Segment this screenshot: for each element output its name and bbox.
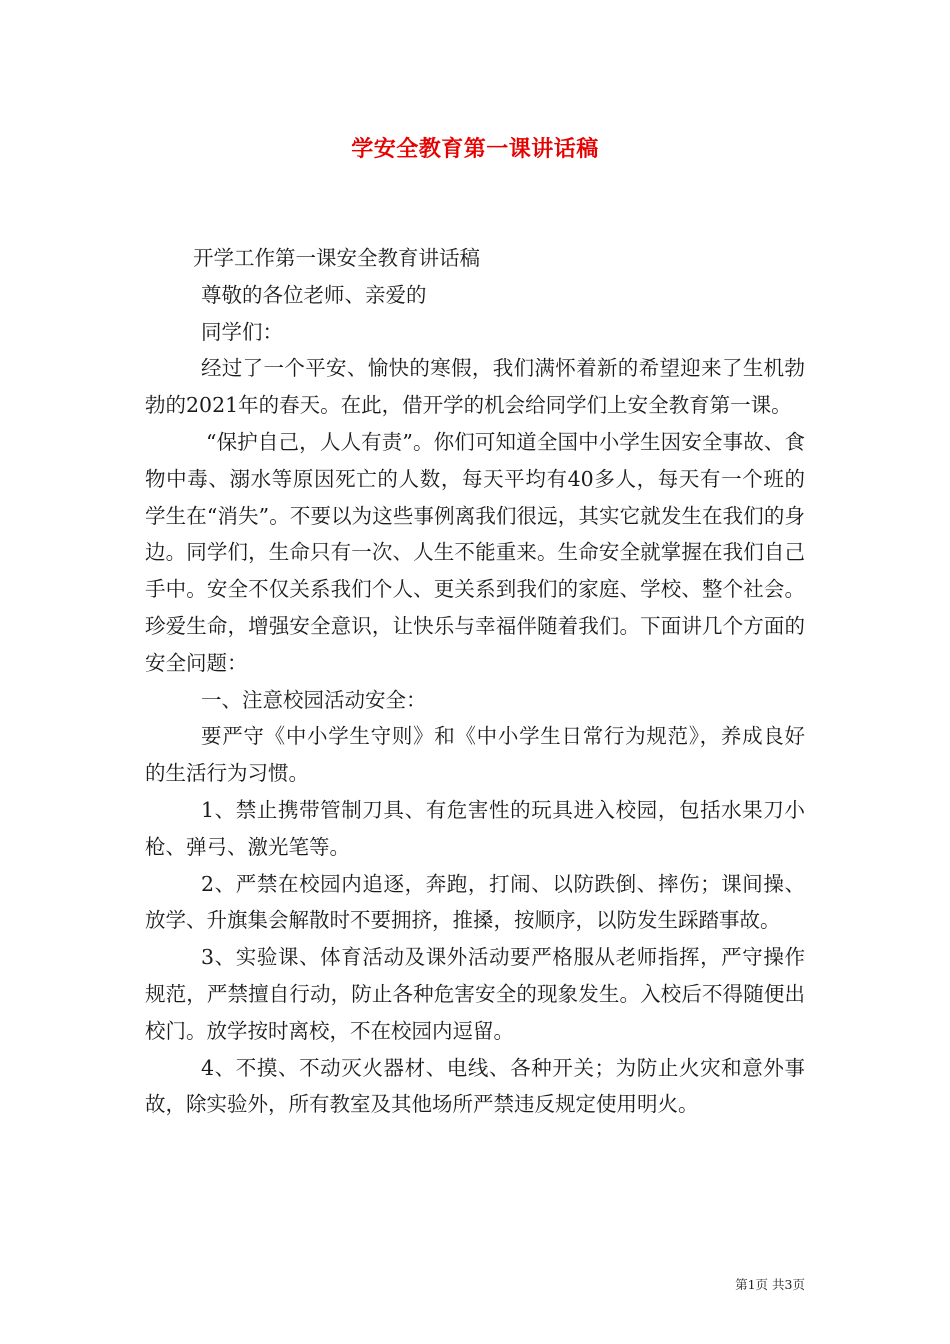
paragraph-rule-2: 2、严禁在校园内追逐，奔跑，打闹、以防跌倒、摔伤；课间操、放学、升旗集会解散时不要拥挤，推搡，按顺序，以防发生踩踏事故。: [145, 871, 805, 933]
paragraph-rule-4: 4、不摸、不动灭火器材、电线、各种开关；为防止火灾和意外事故，除实验外，所有教室及其他场所严禁违反规定使用明火。: [145, 1055, 805, 1117]
page-number: 第1页 共3页: [735, 1277, 805, 1292]
paragraph-main: “保护自己，人人有责”。你们可知道全国中小学生因安全事故、食物中毒、溺水等原因死亡的人数，每天平均有40多人，每天有一个班的学生在“消失”。不要以为这些事例离我们很远，其实它就发生在我们的身边。同学们，生命只有一次、人生不能重来。生命安全就掌握在我们自己手中。安全不仅关系我们个人、更关系到我们的家庭、学校、整个社会。珍爱生命，增强安全意识，让快乐与幸福伴随着我们。下面讲几个方面的安全问题：: [145, 429, 805, 675]
paragraph-subtitle: 开学工作第一课安全教育讲话稿: [193, 246, 480, 270]
paragraph-rule-3: 3、实验课、体育活动及课外活动要严格服从老师指挥，严守操作规范，严禁擅自行动，防止各种危害安全的现象发生。入校后不得随便出校门。放学按时离校，不在校园内逗留。: [145, 945, 805, 1043]
paragraph-section-heading: 一、注意校园活动安全：: [201, 687, 427, 712]
document-body: [145, 240, 805, 1123]
paragraph-salutation-2: 同学们：: [201, 319, 283, 344]
paragraph-rule-1: 1、禁止携带管制刀具、有危害性的玩具进入校园，包括水果刀小枪、弹弓、激光笔等。: [145, 797, 805, 859]
document-title: 学安全教育第一课讲话稿: [351, 136, 599, 162]
paragraph-salutation-1: 尊敬的各位老师、亲爱的: [201, 282, 427, 307]
paragraph-opening: 经过了一个平安、愉快的寒假，我们满怀着新的希望迎来了生机勃勃的2021年的春天。在此，借开学的机会给同学们上安全教育第一课。: [145, 356, 805, 418]
paragraph-rules-intro: 要严守《中小学生守则》和《中小学生日常行为规范》，养成良好的生活行为习惯。: [145, 724, 805, 786]
